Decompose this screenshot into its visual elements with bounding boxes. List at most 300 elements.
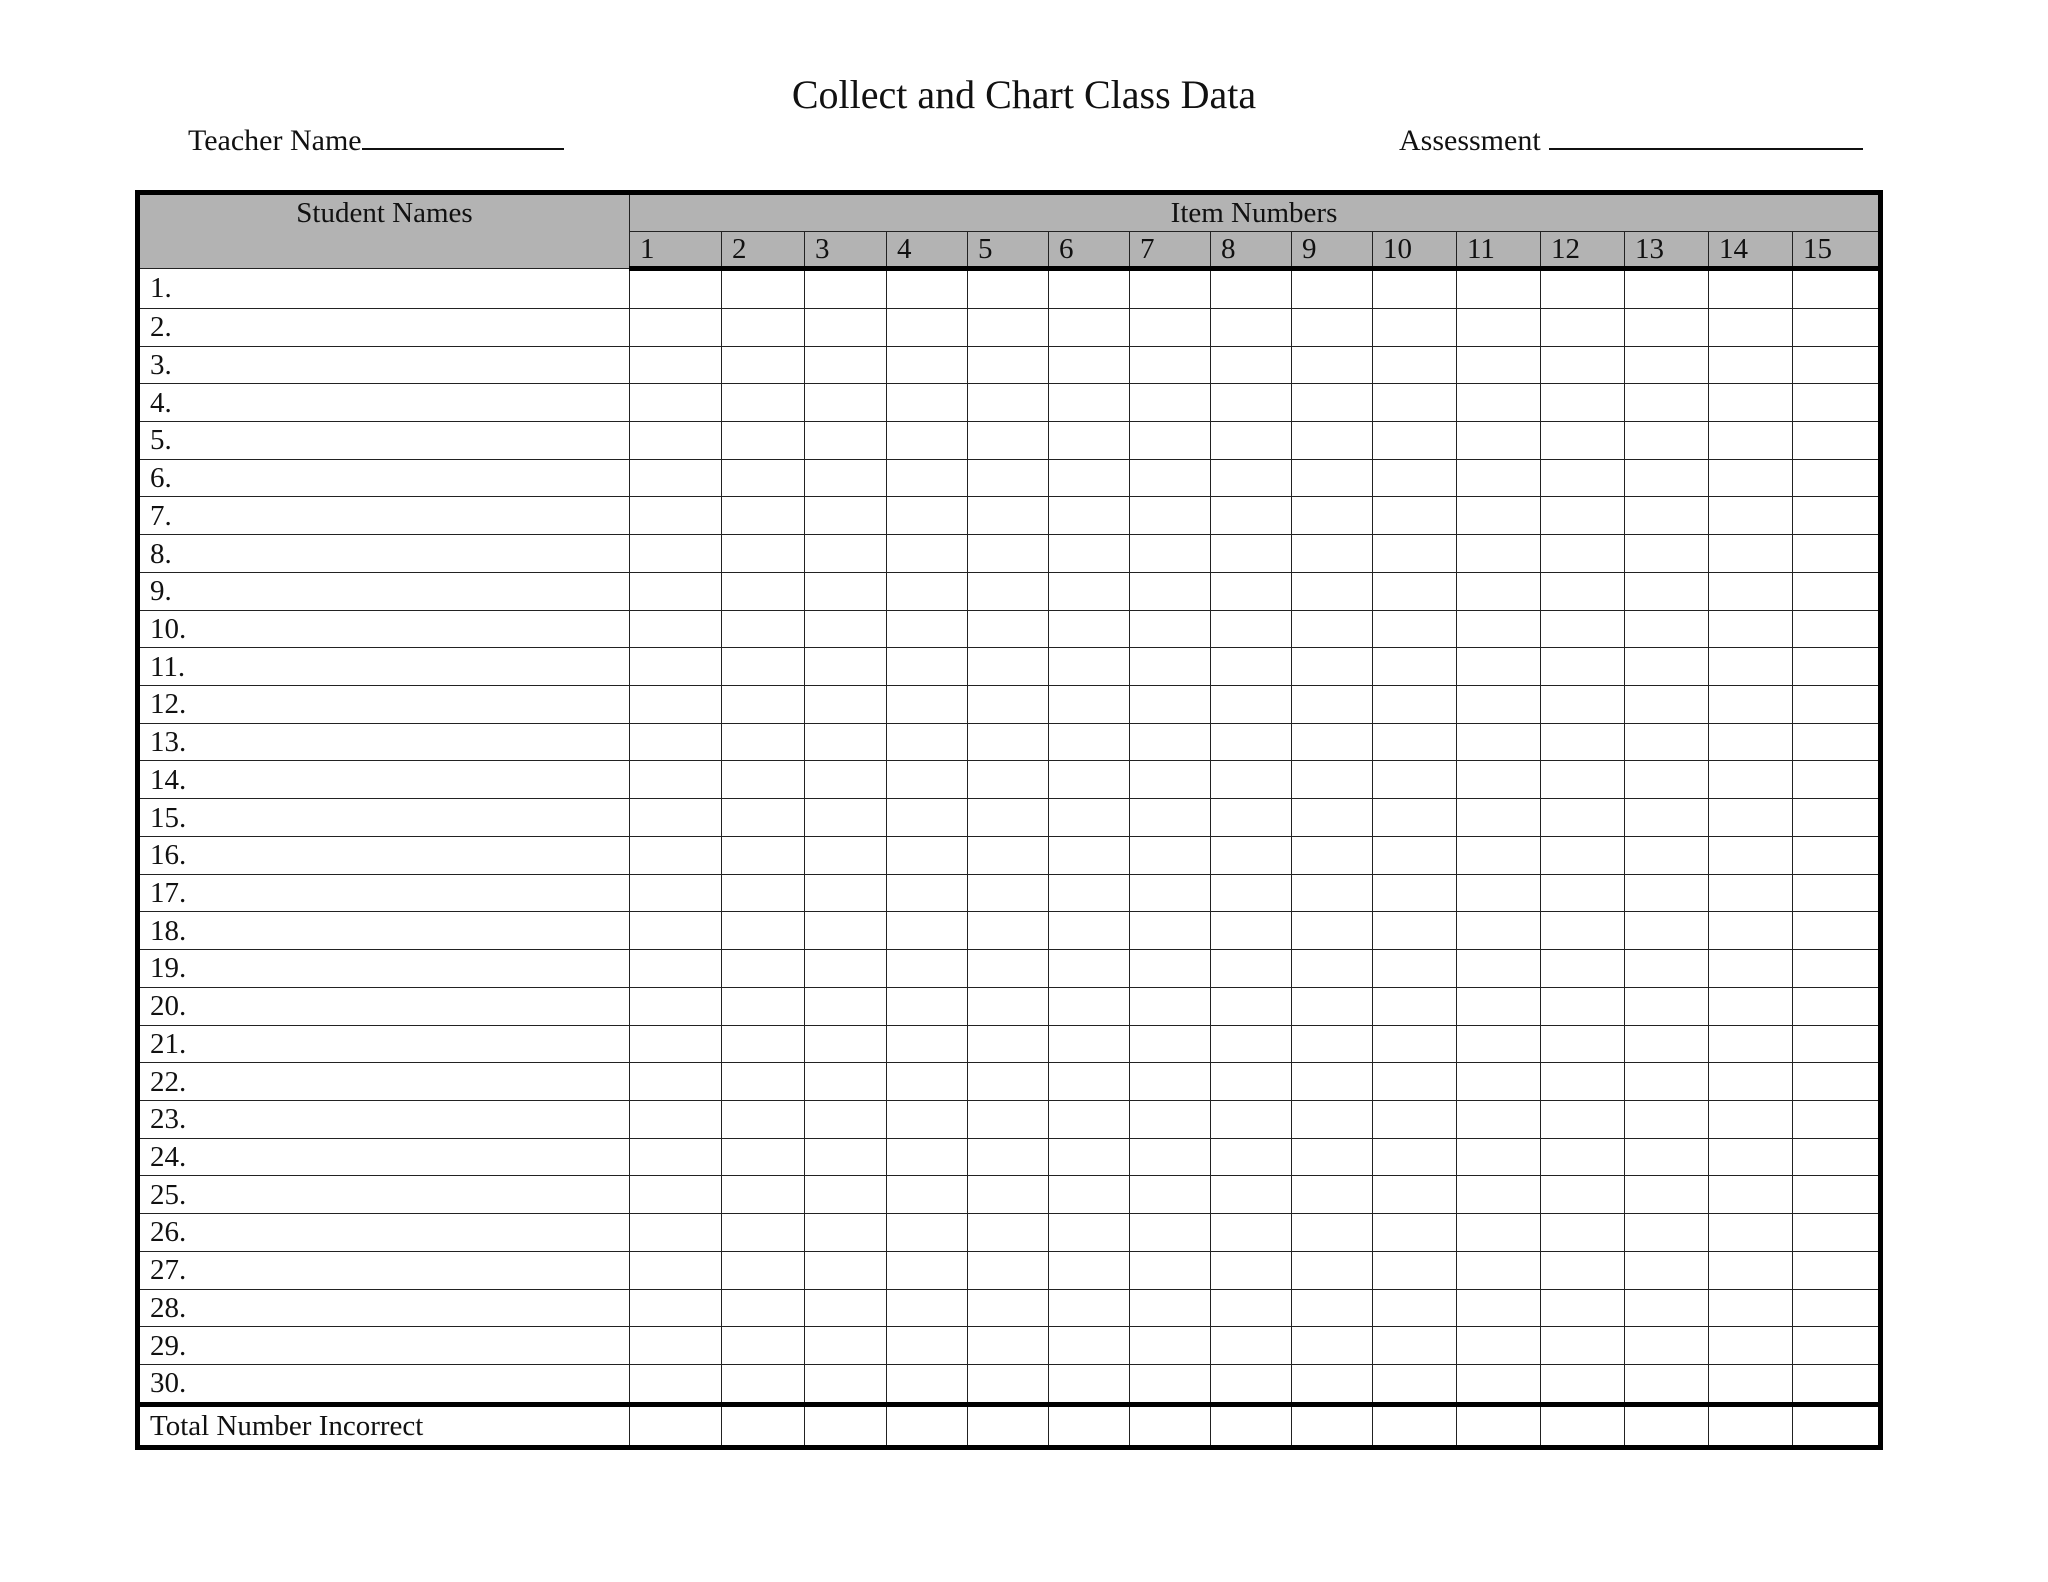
item-response-cell[interactable]: [722, 535, 805, 573]
student-name-cell[interactable]: 24.: [138, 1138, 630, 1176]
item-response-cell[interactable]: [887, 648, 968, 686]
item-response-cell[interactable]: [1709, 1327, 1793, 1365]
item-response-cell[interactable]: [1373, 1214, 1457, 1252]
item-response-cell[interactable]: [1625, 535, 1709, 573]
item-response-cell[interactable]: [1625, 459, 1709, 497]
item-response-cell[interactable]: [1457, 346, 1541, 384]
item-response-cell[interactable]: [887, 497, 968, 535]
item-response-cell[interactable]: [1211, 1289, 1292, 1327]
item-response-cell[interactable]: [887, 610, 968, 648]
item-response-cell[interactable]: [722, 1176, 805, 1214]
item-response-cell[interactable]: [1130, 1327, 1211, 1365]
item-response-cell[interactable]: [968, 535, 1049, 573]
item-response-cell[interactable]: [722, 836, 805, 874]
item-response-cell[interactable]: [1793, 1364, 1881, 1404]
item-response-cell[interactable]: [805, 1327, 887, 1365]
item-response-cell[interactable]: [887, 535, 968, 573]
item-response-cell[interactable]: [1541, 648, 1625, 686]
total-incorrect-cell[interactable]: [722, 1405, 805, 1448]
item-response-cell[interactable]: [1049, 723, 1130, 761]
item-response-cell[interactable]: [1541, 836, 1625, 874]
student-name-cell[interactable]: 15.: [138, 799, 630, 837]
item-response-cell[interactable]: [1625, 1214, 1709, 1252]
item-response-cell[interactable]: [1625, 686, 1709, 724]
student-name-cell[interactable]: 7.: [138, 497, 630, 535]
item-response-cell[interactable]: [968, 799, 1049, 837]
item-response-cell[interactable]: [805, 308, 887, 346]
item-response-cell[interactable]: [1457, 1025, 1541, 1063]
item-response-cell[interactable]: [1373, 912, 1457, 950]
item-response-cell[interactable]: [1373, 1176, 1457, 1214]
assessment-blank[interactable]: [1549, 118, 1863, 150]
item-response-cell[interactable]: [1709, 1364, 1793, 1404]
item-response-cell[interactable]: [1457, 497, 1541, 535]
student-name-cell[interactable]: 8.: [138, 535, 630, 573]
item-response-cell[interactable]: [1049, 987, 1130, 1025]
item-response-cell[interactable]: [805, 384, 887, 422]
item-response-cell[interactable]: [1130, 723, 1211, 761]
item-response-cell[interactable]: [1130, 1138, 1211, 1176]
item-response-cell[interactable]: [1793, 987, 1881, 1025]
item-response-cell[interactable]: [1793, 912, 1881, 950]
item-response-cell[interactable]: [1373, 1063, 1457, 1101]
item-response-cell[interactable]: [1793, 1214, 1881, 1252]
item-response-cell[interactable]: [887, 572, 968, 610]
item-response-cell[interactable]: [887, 1327, 968, 1365]
student-name-cell[interactable]: 17.: [138, 874, 630, 912]
item-response-cell[interactable]: [1130, 836, 1211, 874]
item-response-cell[interactable]: [1373, 1025, 1457, 1063]
item-response-cell[interactable]: [968, 1364, 1049, 1404]
total-incorrect-cell[interactable]: [1541, 1405, 1625, 1448]
item-response-cell[interactable]: [1049, 799, 1130, 837]
item-response-cell[interactable]: [1292, 1176, 1373, 1214]
item-response-cell[interactable]: [1709, 950, 1793, 988]
item-response-cell[interactable]: [805, 799, 887, 837]
item-response-cell[interactable]: [1457, 572, 1541, 610]
item-response-cell[interactable]: [1211, 497, 1292, 535]
item-response-cell[interactable]: [887, 308, 968, 346]
item-response-cell[interactable]: [1373, 384, 1457, 422]
item-response-cell[interactable]: [1211, 269, 1292, 309]
item-response-cell[interactable]: [1292, 1063, 1373, 1101]
item-response-cell[interactable]: [1373, 1327, 1457, 1365]
item-response-cell[interactable]: [1793, 686, 1881, 724]
item-response-cell[interactable]: [1130, 308, 1211, 346]
item-response-cell[interactable]: [1211, 723, 1292, 761]
item-response-cell[interactable]: [1625, 874, 1709, 912]
student-name-cell[interactable]: 2.: [138, 308, 630, 346]
item-response-cell[interactable]: [1211, 987, 1292, 1025]
item-response-cell[interactable]: [887, 422, 968, 460]
total-incorrect-cell[interactable]: [1457, 1405, 1541, 1448]
item-response-cell[interactable]: [722, 497, 805, 535]
item-response-cell[interactable]: [1130, 497, 1211, 535]
item-response-cell[interactable]: [1049, 1100, 1130, 1138]
item-response-cell[interactable]: [1292, 1289, 1373, 1327]
item-response-cell[interactable]: [1049, 1176, 1130, 1214]
item-response-cell[interactable]: [630, 422, 722, 460]
item-response-cell[interactable]: [1625, 1289, 1709, 1327]
item-response-cell[interactable]: [722, 723, 805, 761]
item-response-cell[interactable]: [630, 1214, 722, 1252]
item-response-cell[interactable]: [1541, 874, 1625, 912]
item-response-cell[interactable]: [1625, 308, 1709, 346]
total-incorrect-cell[interactable]: [1373, 1405, 1457, 1448]
item-response-cell[interactable]: [1292, 422, 1373, 460]
item-response-cell[interactable]: [1709, 836, 1793, 874]
item-response-cell[interactable]: [1049, 912, 1130, 950]
item-response-cell[interactable]: [1211, 346, 1292, 384]
item-response-cell[interactable]: [1211, 572, 1292, 610]
item-response-cell[interactable]: [1049, 761, 1130, 799]
item-response-cell[interactable]: [1292, 1364, 1373, 1404]
item-response-cell[interactable]: [630, 686, 722, 724]
item-response-cell[interactable]: [1292, 648, 1373, 686]
item-response-cell[interactable]: [630, 269, 722, 309]
item-response-cell[interactable]: [1457, 987, 1541, 1025]
item-response-cell[interactable]: [1292, 497, 1373, 535]
item-response-cell[interactable]: [1541, 269, 1625, 309]
total-incorrect-cell[interactable]: [1793, 1405, 1881, 1448]
item-response-cell[interactable]: [722, 610, 805, 648]
item-response-cell[interactable]: [805, 610, 887, 648]
item-response-cell[interactable]: [1130, 1176, 1211, 1214]
item-response-cell[interactable]: [1793, 1063, 1881, 1101]
item-response-cell[interactable]: [1625, 1327, 1709, 1365]
item-response-cell[interactable]: [1457, 1100, 1541, 1138]
item-response-cell[interactable]: [887, 1251, 968, 1289]
item-response-cell[interactable]: [1541, 384, 1625, 422]
item-response-cell[interactable]: [630, 874, 722, 912]
item-response-cell[interactable]: [722, 1214, 805, 1252]
item-response-cell[interactable]: [1130, 761, 1211, 799]
item-response-cell[interactable]: [1541, 1327, 1625, 1365]
item-response-cell[interactable]: [1049, 836, 1130, 874]
item-response-cell[interactable]: [968, 1100, 1049, 1138]
item-response-cell[interactable]: [1373, 987, 1457, 1025]
item-response-cell[interactable]: [968, 1251, 1049, 1289]
total-incorrect-cell[interactable]: [630, 1405, 722, 1448]
item-response-cell[interactable]: [1292, 384, 1373, 422]
item-response-cell[interactable]: [1457, 422, 1541, 460]
total-incorrect-cell[interactable]: [1130, 1405, 1211, 1448]
item-response-cell[interactable]: [1130, 912, 1211, 950]
item-response-cell[interactable]: [968, 912, 1049, 950]
item-response-cell[interactable]: [805, 459, 887, 497]
item-response-cell[interactable]: [1211, 1327, 1292, 1365]
item-response-cell[interactable]: [630, 308, 722, 346]
item-response-cell[interactable]: [1211, 874, 1292, 912]
item-response-cell[interactable]: [1373, 308, 1457, 346]
item-response-cell[interactable]: [887, 799, 968, 837]
item-response-cell[interactable]: [887, 987, 968, 1025]
item-response-cell[interactable]: [722, 572, 805, 610]
item-response-cell[interactable]: [1292, 761, 1373, 799]
item-response-cell[interactable]: [805, 1251, 887, 1289]
item-response-cell[interactable]: [1793, 723, 1881, 761]
item-response-cell[interactable]: [1373, 686, 1457, 724]
item-response-cell[interactable]: [968, 346, 1049, 384]
item-response-cell[interactable]: [1457, 912, 1541, 950]
student-name-cell[interactable]: 6.: [138, 459, 630, 497]
item-response-cell[interactable]: [1130, 1025, 1211, 1063]
item-response-cell[interactable]: [1292, 1138, 1373, 1176]
item-response-cell[interactable]: [722, 950, 805, 988]
item-response-cell[interactable]: [1373, 836, 1457, 874]
item-response-cell[interactable]: [968, 761, 1049, 799]
item-response-cell[interactable]: [722, 912, 805, 950]
item-response-cell[interactable]: [1709, 1289, 1793, 1327]
item-response-cell[interactable]: [1049, 1327, 1130, 1365]
item-response-cell[interactable]: [1457, 459, 1541, 497]
item-response-cell[interactable]: [1793, 346, 1881, 384]
item-response-cell[interactable]: [1049, 572, 1130, 610]
item-response-cell[interactable]: [630, 799, 722, 837]
item-response-cell[interactable]: [1457, 1251, 1541, 1289]
item-response-cell[interactable]: [1373, 535, 1457, 573]
item-response-cell[interactable]: [1541, 459, 1625, 497]
item-response-cell[interactable]: [1130, 686, 1211, 724]
item-response-cell[interactable]: [1211, 836, 1292, 874]
item-response-cell[interactable]: [1211, 422, 1292, 460]
item-response-cell[interactable]: [1457, 799, 1541, 837]
item-response-cell[interactable]: [1130, 535, 1211, 573]
item-response-cell[interactable]: [805, 874, 887, 912]
item-response-cell[interactable]: [805, 497, 887, 535]
item-response-cell[interactable]: [722, 1364, 805, 1404]
item-response-cell[interactable]: [1457, 308, 1541, 346]
item-response-cell[interactable]: [1541, 950, 1625, 988]
item-response-cell[interactable]: [1292, 572, 1373, 610]
item-response-cell[interactable]: [1049, 1364, 1130, 1404]
item-response-cell[interactable]: [1292, 686, 1373, 724]
student-name-cell[interactable]: 23.: [138, 1100, 630, 1138]
item-response-cell[interactable]: [1292, 836, 1373, 874]
item-response-cell[interactable]: [1793, 799, 1881, 837]
item-response-cell[interactable]: [1793, 308, 1881, 346]
item-response-cell[interactable]: [805, 761, 887, 799]
item-response-cell[interactable]: [1541, 1100, 1625, 1138]
item-response-cell[interactable]: [1049, 497, 1130, 535]
item-response-cell[interactable]: [887, 1025, 968, 1063]
item-response-cell[interactable]: [630, 1025, 722, 1063]
item-response-cell[interactable]: [630, 384, 722, 422]
item-response-cell[interactable]: [1793, 874, 1881, 912]
item-response-cell[interactable]: [722, 1063, 805, 1101]
total-incorrect-cell[interactable]: [1049, 1405, 1130, 1448]
item-response-cell[interactable]: [1373, 723, 1457, 761]
item-response-cell[interactable]: [1793, 761, 1881, 799]
item-response-cell[interactable]: [968, 1214, 1049, 1252]
item-response-cell[interactable]: [1457, 384, 1541, 422]
item-response-cell[interactable]: [1709, 459, 1793, 497]
item-response-cell[interactable]: [1625, 799, 1709, 837]
item-response-cell[interactable]: [1457, 1176, 1541, 1214]
item-response-cell[interactable]: [1793, 950, 1881, 988]
item-response-cell[interactable]: [1373, 648, 1457, 686]
item-response-cell[interactable]: [1793, 1100, 1881, 1138]
item-response-cell[interactable]: [1709, 308, 1793, 346]
item-response-cell[interactable]: [1793, 535, 1881, 573]
student-name-cell[interactable]: 1.: [138, 269, 630, 309]
item-response-cell[interactable]: [1709, 1251, 1793, 1289]
student-name-cell[interactable]: 21.: [138, 1025, 630, 1063]
item-response-cell[interactable]: [1541, 308, 1625, 346]
item-response-cell[interactable]: [1625, 572, 1709, 610]
item-response-cell[interactable]: [1373, 572, 1457, 610]
item-response-cell[interactable]: [1457, 950, 1541, 988]
item-response-cell[interactable]: [1049, 1214, 1130, 1252]
item-response-cell[interactable]: [722, 1327, 805, 1365]
item-response-cell[interactable]: [968, 686, 1049, 724]
item-response-cell[interactable]: [887, 723, 968, 761]
item-response-cell[interactable]: [1709, 346, 1793, 384]
item-response-cell[interactable]: [1049, 1251, 1130, 1289]
item-response-cell[interactable]: [1211, 1025, 1292, 1063]
item-response-cell[interactable]: [1049, 346, 1130, 384]
item-response-cell[interactable]: [1130, 1214, 1211, 1252]
student-name-cell[interactable]: 19.: [138, 950, 630, 988]
item-response-cell[interactable]: [1211, 1100, 1292, 1138]
item-response-cell[interactable]: [1292, 799, 1373, 837]
item-response-cell[interactable]: [805, 535, 887, 573]
item-response-cell[interactable]: [722, 761, 805, 799]
item-response-cell[interactable]: [1292, 950, 1373, 988]
student-name-cell[interactable]: 5.: [138, 422, 630, 460]
item-response-cell[interactable]: [1709, 761, 1793, 799]
item-response-cell[interactable]: [887, 1364, 968, 1404]
student-name-cell[interactable]: 13.: [138, 723, 630, 761]
item-response-cell[interactable]: [630, 1138, 722, 1176]
item-response-cell[interactable]: [1457, 1364, 1541, 1404]
item-response-cell[interactable]: [1292, 269, 1373, 309]
item-response-cell[interactable]: [887, 346, 968, 384]
item-response-cell[interactable]: [1709, 269, 1793, 309]
item-response-cell[interactable]: [1211, 912, 1292, 950]
item-response-cell[interactable]: [630, 346, 722, 384]
item-response-cell[interactable]: [1625, 987, 1709, 1025]
item-response-cell[interactable]: [1373, 874, 1457, 912]
item-response-cell[interactable]: [1793, 422, 1881, 460]
item-response-cell[interactable]: [1541, 1025, 1625, 1063]
item-response-cell[interactable]: [1793, 610, 1881, 648]
item-response-cell[interactable]: [1625, 422, 1709, 460]
item-response-cell[interactable]: [1541, 1138, 1625, 1176]
item-response-cell[interactable]: [1211, 1176, 1292, 1214]
item-response-cell[interactable]: [968, 384, 1049, 422]
item-response-cell[interactable]: [1625, 836, 1709, 874]
item-response-cell[interactable]: [1457, 535, 1541, 573]
item-response-cell[interactable]: [1457, 686, 1541, 724]
item-response-cell[interactable]: [1211, 799, 1292, 837]
item-response-cell[interactable]: [887, 1063, 968, 1101]
item-response-cell[interactable]: [968, 497, 1049, 535]
item-response-cell[interactable]: [1793, 384, 1881, 422]
item-response-cell[interactable]: [1211, 1214, 1292, 1252]
item-response-cell[interactable]: [968, 1327, 1049, 1365]
item-response-cell[interactable]: [630, 836, 722, 874]
item-response-cell[interactable]: [1292, 459, 1373, 497]
total-incorrect-cell[interactable]: [887, 1405, 968, 1448]
item-response-cell[interactable]: [1457, 648, 1541, 686]
item-response-cell[interactable]: [1373, 459, 1457, 497]
student-name-cell[interactable]: 11.: [138, 648, 630, 686]
student-name-cell[interactable]: 14.: [138, 761, 630, 799]
item-response-cell[interactable]: [1373, 1364, 1457, 1404]
item-response-cell[interactable]: [722, 1138, 805, 1176]
item-response-cell[interactable]: [1625, 1100, 1709, 1138]
item-response-cell[interactable]: [722, 346, 805, 384]
item-response-cell[interactable]: [805, 950, 887, 988]
item-response-cell[interactable]: [1049, 422, 1130, 460]
item-response-cell[interactable]: [1049, 1289, 1130, 1327]
item-response-cell[interactable]: [1373, 497, 1457, 535]
item-response-cell[interactable]: [1625, 1138, 1709, 1176]
item-response-cell[interactable]: [1541, 1214, 1625, 1252]
item-response-cell[interactable]: [1541, 610, 1625, 648]
item-response-cell[interactable]: [1709, 686, 1793, 724]
item-response-cell[interactable]: [1625, 497, 1709, 535]
item-response-cell[interactable]: [1292, 1214, 1373, 1252]
item-response-cell[interactable]: [1625, 723, 1709, 761]
item-response-cell[interactable]: [722, 799, 805, 837]
item-response-cell[interactable]: [805, 912, 887, 950]
total-incorrect-cell[interactable]: [805, 1405, 887, 1448]
item-response-cell[interactable]: [805, 269, 887, 309]
item-response-cell[interactable]: [1541, 572, 1625, 610]
item-response-cell[interactable]: [1709, 610, 1793, 648]
item-response-cell[interactable]: [887, 1214, 968, 1252]
item-response-cell[interactable]: [1793, 1138, 1881, 1176]
item-response-cell[interactable]: [1709, 1063, 1793, 1101]
item-response-cell[interactable]: [1793, 497, 1881, 535]
item-response-cell[interactable]: [1709, 648, 1793, 686]
item-response-cell[interactable]: [630, 723, 722, 761]
item-response-cell[interactable]: [1130, 1063, 1211, 1101]
item-response-cell[interactable]: [1049, 1138, 1130, 1176]
item-response-cell[interactable]: [722, 1025, 805, 1063]
item-response-cell[interactable]: [1541, 1289, 1625, 1327]
item-response-cell[interactable]: [1793, 1025, 1881, 1063]
item-response-cell[interactable]: [887, 1100, 968, 1138]
item-response-cell[interactable]: [1373, 1138, 1457, 1176]
item-response-cell[interactable]: [1292, 1025, 1373, 1063]
teacher-name-blank[interactable]: [362, 118, 564, 150]
item-response-cell[interactable]: [1130, 422, 1211, 460]
item-response-cell[interactable]: [887, 1289, 968, 1327]
item-response-cell[interactable]: [805, 1063, 887, 1101]
student-name-cell[interactable]: 20.: [138, 987, 630, 1025]
item-response-cell[interactable]: [630, 1364, 722, 1404]
item-response-cell[interactable]: [630, 1176, 722, 1214]
item-response-cell[interactable]: [1709, 912, 1793, 950]
item-response-cell[interactable]: [1541, 1251, 1625, 1289]
item-response-cell[interactable]: [722, 987, 805, 1025]
item-response-cell[interactable]: [1457, 836, 1541, 874]
item-response-cell[interactable]: [968, 1138, 1049, 1176]
item-response-cell[interactable]: [1457, 1138, 1541, 1176]
item-response-cell[interactable]: [968, 1063, 1049, 1101]
item-response-cell[interactable]: [968, 459, 1049, 497]
item-response-cell[interactable]: [630, 1063, 722, 1101]
total-incorrect-cell[interactable]: [1625, 1405, 1709, 1448]
item-response-cell[interactable]: [1625, 269, 1709, 309]
item-response-cell[interactable]: [1541, 346, 1625, 384]
item-response-cell[interactable]: [1373, 1251, 1457, 1289]
item-response-cell[interactable]: [1373, 950, 1457, 988]
item-response-cell[interactable]: [1625, 610, 1709, 648]
